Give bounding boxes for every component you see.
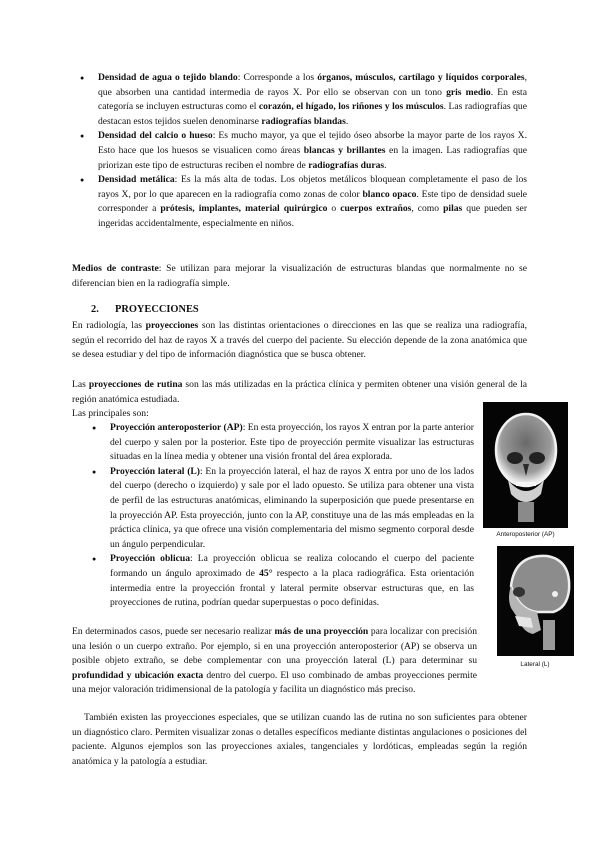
list-item: ● Proyección oblicua: La proyección oblicua se realiza colocando el cuerpo del paciente formando un ángulo aproximado de 45° respecto a la placa radiográfica. Esta orientación intermedia entre la proyección frontal y lateral permite observar estructuras que, en las proyecciones de rutina, podrían quedar superpuestas o poco definidas. — [84, 552, 474, 610]
skull-side-icon — [497, 546, 574, 656]
list-item: ● Proyección anteroposterior (AP): En esta proyección, los rayos X entran por la parte anterior del cuerpo y salen por la posterior. Este tipo de proyección permite visualizar las estructuras situadas en la línea media y obtener una visión frontal del área explorada. — [84, 421, 474, 465]
xray-ap-image — [483, 402, 568, 528]
lateral-caption: Lateral (L) — [520, 661, 550, 668]
projection-list — [84, 421, 474, 611]
list-item: ● Densidad del calcio o hueso: Es mucho mayor, ya que el tejido óseo absorbe la mayor parte de los rayos X. Esto hace que los huesos se visualicen como áreas blancas y brillantes en la imagen. Las radiografías que priorizan este tipo de estructuras reciben el nombre de radiografías duras. — [72, 129, 527, 173]
ap-caption: Anteroposterior (AP) — [496, 531, 555, 538]
list-item: ● Densidad de agua o tejido blando: Corresponde a los órganos, músculos, cartílago y líquidos corporales, que absorben una cantidad intermedia de rayos X. Por ello se observan con un tono gris medio. En esta categoría se incluyen estructuras como el corazón, el hígado, los riñones y los músculos. Las radiografías que destacan estos tejidos suelen denominarse radiografías blandas. — [72, 71, 527, 129]
combined-paragraph: En determinados casos, puede ser necesario realizar más de una proyección para localizar con precisión una lesión o un cuerpo extraño. Por ejemplo, si en una proyección anteroposterior (AP) se observa un posible objeto extraño, se debe complementar con una proyección lateral (L) para determinar su profundidad y ubicación exacta dentro del cuerpo. El uso combinado de ambas proyecciones permite una mejor valoración tridimensional de la patología y facilita un diagnóstico más preciso. — [72, 626, 478, 696]
special-paragraph: También existen las proyecciones especiales, que se utilizan cuando las de rutina no son suficientes para obtener un diagnóstico claro. Permiten visualizar zonas o detalles específicos mediante distintas angulaciones o posiciones del paciente. Algunos ejemplos son las proyecciones axiales, tangenciales y lordóticas, empleadas según la región anatómica y la patología a estudiar. — [72, 712, 527, 767]
contrast-paragraph: Medios de contraste: Se utilizan para mejorar la visualización de estructuras blandas que normalmente no se diferencian bien en la radiografía simple. — [72, 263, 528, 289]
list-item: ● Densidad metálica: Es la más alta de todas. Los objetos metálicos bloquean completamente el paso de los rayos X, por lo que aparecen en la radiografía como zonas de color blanco opaco. Este tipo de densidad suele corresponder a prótesis, implantes, material quirúrgico o cuerpos extraños, como pilas que pueden ser ingeridas accidentalmente, especialmente en niños. — [72, 173, 527, 231]
density-list — [72, 71, 527, 232]
skull-front-icon — [483, 402, 568, 528]
xray-lateral-image — [497, 546, 574, 656]
intro-paragraph: En radiología, las proyecciones son las distintas orientaciones o direcciones en las que se realiza una radiografía, según el recorrido del haz de rayos X a través del cuerpo del paciente. Su elección depende de la zona anatómica que se desea estudiar y del tipo de información diagnóstica que se busca obtener. — [72, 320, 527, 361]
list-item: ● Proyección lateral (L): En la proyección lateral, el haz de rayos X entra por uno de los lados del cuerpo (derecho o izquierdo) y sale por el lado opuesto. Se utiliza para obtener una vista de perfil de las estructuras anatómicas, eliminando la superposición que puede presentarse en la proyección AP. Esta proyección, junto con la AP, constituye una de las más empleadas en la práctica clínica, ya que ofrece una visión complementaria del mismo segmento corporal desde un ángulo perpendicular. — [84, 465, 474, 553]
principal-label: Las principales son: — [72, 408, 149, 419]
section-heading: 2. PROYECCIONES — [91, 304, 199, 315]
routine-paragraph: Las proyecciones de rutina son las más utilizadas en la práctica clínica y permiten obtener una visión general de la región anatómica estudiada. — [72, 379, 527, 405]
